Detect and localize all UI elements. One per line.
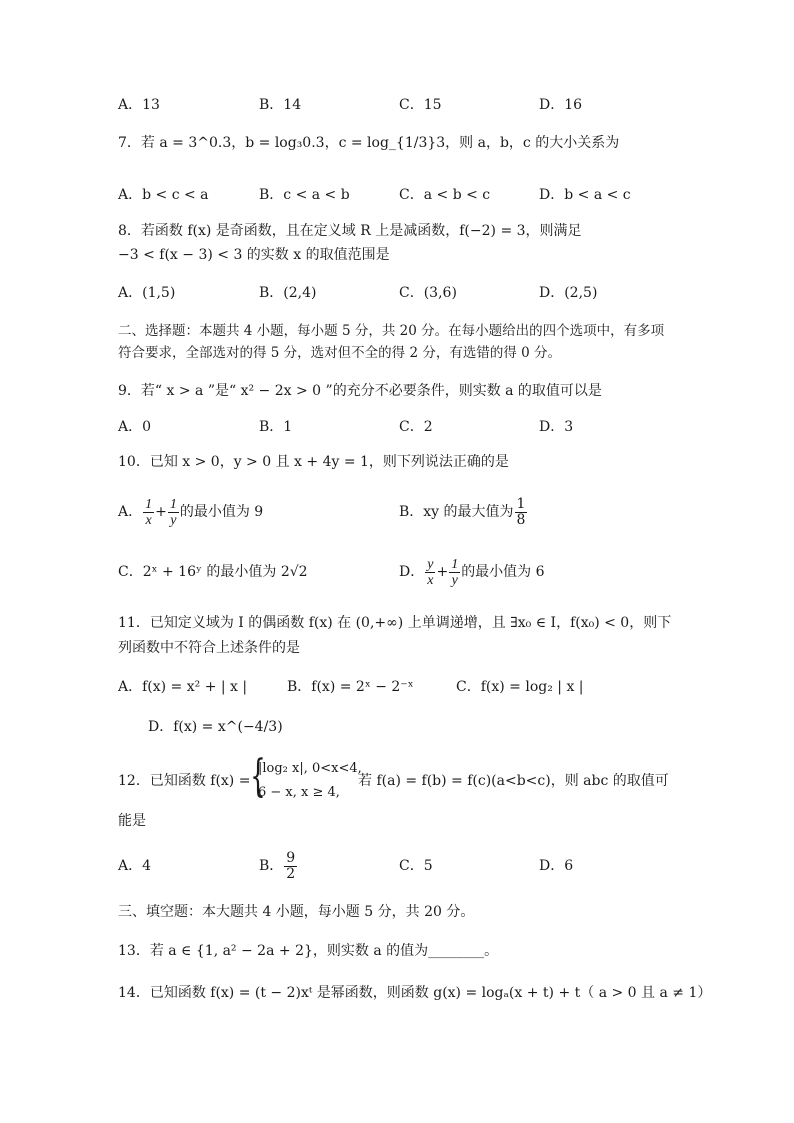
q11-option-d: D．f(x) = x^(−4/3) [148, 719, 283, 735]
q7-option-c: C．a < b < c [399, 187, 491, 203]
q6-option-b: B．14 [259, 97, 302, 113]
q12-option-b-label: B． [259, 858, 284, 874]
q12-stem-line2: 能是 [118, 813, 146, 829]
q9-option-b: B．1 [259, 419, 293, 435]
q10-stem: 10．已知 x > 0，y > 0 且 x + 4y = 1，则下列说法正确的是 [118, 454, 509, 470]
fraction-1-over-y: $\frac{1}{y}$ [169, 496, 177, 528]
q9-option-d: D．3 [539, 419, 574, 435]
q6-option-d: D．16 [539, 97, 583, 113]
q6-option-a: A．13 [118, 97, 160, 113]
fraction-1-over-y: $\frac{1}{y}$ [451, 556, 459, 588]
q6-option-c: C．15 [399, 97, 442, 113]
q7-stem: 7．若 a = 3^0.3，b = log₃0.3，c = log_{1/3}3，则 a，b，c 的大小关系为 [118, 135, 620, 151]
q12-case-2: 6 − x, x ≥ 4, [258, 785, 340, 800]
section3-heading: 三、填空题：本大题共 4 小题，每小题 5 分，共 20 分。 [118, 904, 475, 920]
q12-option-c: C．5 [399, 858, 433, 874]
q12-case-1: |log₂ x|, 0<x<4, [258, 761, 362, 776]
q9-stem: 9．若“ x > a ”是“ x² − 2x > 0 ”的充分不必要条件，则实数 a 的取值可以是 [118, 383, 602, 399]
q8-option-c: C．(3,6) [399, 285, 457, 301]
q8-option-b: B．(2,4) [259, 285, 317, 301]
q9-option-c: C．2 [399, 419, 433, 435]
q13-stem: 13．若 a ∈ {1, a² − 2a + 2}，则实数 a 的值为________。 [118, 943, 499, 959]
q10-option-b-text: B．xy 的最大值为 [399, 504, 514, 520]
q11-option-b: B．f(x) = 2ˣ − 2⁻ˣ [287, 679, 414, 695]
piecewise-brace: { [250, 751, 266, 802]
q12-option-b [259, 846, 298, 886]
q14-stem: 14．已知函数 f(x) = (t − 2)xᵗ 是幂函数，则函数 g(x) = logₐ(x + t) + t（ a > 0 且 a ≠ 1） [118, 985, 712, 1001]
q10-option-d-label: D． [399, 564, 425, 580]
q10-option-d: D． $\frac{y}{x}$ + $\frac{1}{y}$ 的最小值为 6 [399, 556, 545, 588]
q11-stem-line1: 11．已知定义域为 I 的偶函数 f(x) 在 (0,+∞) 上单调递增，且 ∃x₀ ∈ I，f(x₀) < 0，则下 [118, 615, 672, 631]
q10-option-b [399, 492, 528, 532]
q10-option-d-text: 的最小值为 6 [461, 564, 545, 580]
q12-stem-prefix: 12．已知函数 f(x) = [118, 773, 251, 789]
fraction-y-over-x: $\frac{y}{x}$ [427, 556, 434, 588]
q11-stem-line2: 列函数中不符合上述条件的是 [118, 640, 300, 656]
fraction-1-over-8: $\frac{1}{8}$ [516, 495, 526, 528]
q10-option-c: C．2ˣ + 16ʸ 的最小值为 2√2 [118, 564, 308, 580]
q8-option-a: A．(1,5) [118, 285, 176, 301]
q11-option-a: A．f(x) = x² + | x | [118, 679, 248, 695]
fraction-1-over-x: $\frac{1}{x}$ [145, 496, 153, 528]
q10-option-a-text: 的最小值为 9 [179, 504, 264, 520]
q12-option-a: A．4 [118, 858, 152, 874]
q10-option-a: A． $\frac{1}{x}$ + $\frac{1}{y}$ 的最小值为 9 [118, 496, 264, 528]
q7-option-d: D．b < a < c [539, 187, 631, 203]
q7-option-a: A．b < c < a [118, 187, 209, 203]
q8-stem-line1: 8．若函数 f(x) 是奇函数，且在定义域 R 上是减函数，f(−2) = 3，则满足 [118, 223, 582, 239]
q12-option-d: D．6 [539, 858, 574, 874]
q11-option-c: C．f(x) = log₂ | x | [456, 679, 584, 695]
q8-stem-line2: −3 < f(x − 3) < 3 的实数 x 的取值范围是 [118, 247, 390, 263]
q8-option-d: D．(2,5) [539, 285, 598, 301]
q12-stem-suffix: 若 f(a) = f(b) = f(c)(a<b<c)，则 abc 的取值可 [358, 773, 669, 789]
fraction-9-over-2: $\frac{9}{2}$ [286, 849, 296, 882]
q9-option-a: A．0 [118, 419, 152, 435]
section2-heading-line2: 符合要求，全部选对的得 5 分，选对但不全的得 2 分，有选错的得 0 分。 [118, 345, 562, 361]
q10-option-a-label: A． [118, 504, 143, 520]
q7-option-b: B．c < a < b [259, 187, 350, 203]
section2-heading-line1: 二、选择题：本题共 4 小题，每小题 5 分，共 20 分。在每小题给出的四个选项中，有多项 [118, 323, 665, 339]
